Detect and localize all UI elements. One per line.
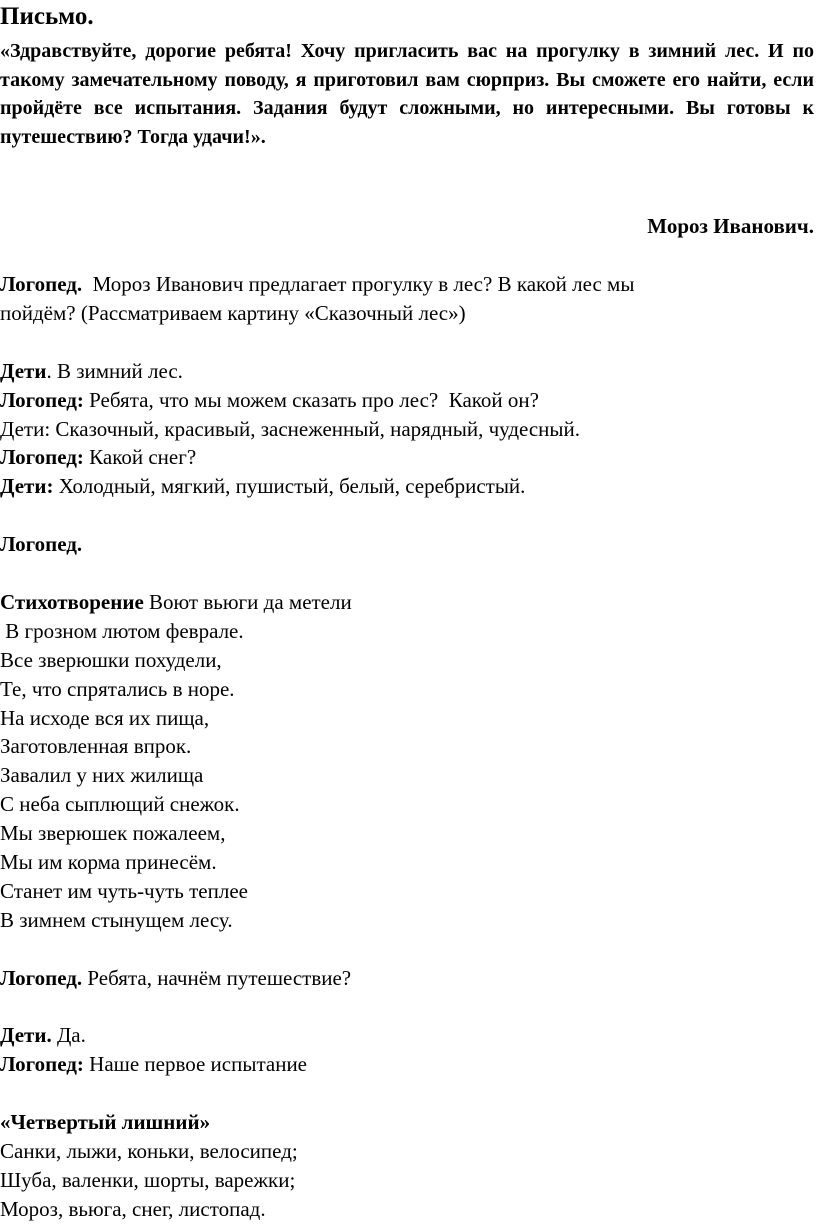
line-text: Да. (51, 1023, 86, 1048)
dialogue-line (0, 1079, 814, 1108)
dialogue-line (0, 732, 814, 761)
speaker-label: Стихотворение (0, 589, 144, 614)
dialogue-line (0, 1195, 814, 1224)
line-text: Ребята, начнём путешествие? (82, 965, 352, 990)
line-text: Завалил у них жилища (0, 763, 204, 788)
line-text: С неба сыплющий снежок. (0, 792, 240, 817)
dialogue-section (0, 270, 814, 1224)
line-text: Какой снег? (83, 445, 197, 470)
dialogue-line (0, 443, 814, 472)
line-text: Холодный, мягкий, пушистый, белый, серебристый. (53, 474, 526, 499)
letter-text: «Здравствуйте, дорогие ребята! Хочу пригласить вас на прогулку в зимний лес. И по такому замечательному поводу, я приготовил вам сюрприз. Вы сможете его найти, если пройдёте все испытания. Задания будут сложными, но интересными. Вы готовы к путешествию? Тогда удачи!». (0, 40, 814, 148)
line-text: Воют вьюги да метели (143, 589, 352, 614)
dialogue-line (0, 877, 814, 906)
dialogue-line (0, 386, 814, 415)
speaker-label: Дети: (0, 474, 54, 499)
speaker-label: Дети. (0, 1023, 52, 1048)
dialogue-line (0, 675, 814, 704)
dialogue-line (0, 1166, 814, 1195)
speaker-label: Логопед: (0, 1052, 84, 1077)
line-text: Мороз Иванович предлагает прогулку в лес? В какой лес мы (82, 272, 635, 296)
dialogue-line (0, 646, 814, 675)
speaker-label: Логопед: (0, 387, 84, 412)
line-text: На исходе вся их пища, (0, 705, 210, 730)
dialogue-line (0, 328, 814, 357)
dialogue-line (0, 819, 814, 848)
dialogue-line (0, 993, 814, 1022)
line-text: Ребята, что мы можем сказать про лес? Какой он? (83, 387, 539, 412)
line-text: Мороз, вьюга, снег, листопад. (0, 1196, 266, 1221)
dialogue-line (0, 1021, 814, 1050)
dialogue-line (0, 617, 814, 646)
dialogue-line (0, 472, 814, 501)
line-text: Наше первое испытание (83, 1052, 308, 1077)
line-text: Заготовленная впрок. (0, 734, 192, 759)
dialogue-line (0, 790, 814, 819)
dialogue-line (0, 1050, 814, 1079)
dialogue-line (0, 761, 814, 790)
line-text: Те, что спрятались в норе. (0, 676, 235, 701)
speaker-label: Логопед: (0, 445, 84, 470)
line-text: . В зимний лес. (46, 358, 183, 383)
dialogue-line (0, 1108, 814, 1137)
line-text: В грозном лютом феврале. (0, 618, 244, 643)
dialogue-line (0, 848, 814, 877)
letter-signature: Мороз Иванович. (647, 214, 814, 238)
dialogue-line (0, 559, 814, 588)
dialogue-line (0, 935, 814, 964)
dialogue-line (0, 415, 814, 444)
line-text: Все зверюшки похудели, (0, 647, 222, 672)
speaker-label: Логопед. (0, 965, 83, 990)
line-text: Шуба, валенки, шорты, варежки; (0, 1168, 296, 1192)
line-text: пойдём? (Рассматриваем картину «Сказочный лес») (0, 300, 466, 325)
line-text: Мы зверюшек пожалеем, (0, 821, 226, 846)
line-text: В зимнем стынущем лесу. (0, 907, 233, 932)
line-text: Станет им чуть-чуть теплее (0, 878, 248, 903)
speaker-label: «Четвертый лишний» (0, 1110, 211, 1135)
dialogue-line (0, 299, 814, 328)
speaker-label: Дети (0, 358, 47, 383)
dialogue-line (0, 964, 814, 993)
dialogue-line (0, 357, 814, 386)
line-text: Дети: Сказочный, красивый, заснеженный, нарядный, чудесный. (0, 416, 581, 441)
speaker-label: Логопед. (0, 532, 83, 557)
speaker-label: Логопед. (0, 272, 83, 296)
dialogue-line (0, 530, 814, 559)
dialogue-line (0, 588, 814, 617)
line-text: Мы им корма принесём. (0, 850, 217, 875)
line-text: Санки, лыжи, коньки, велосипед; (0, 1139, 298, 1164)
dialogue-line (0, 906, 814, 935)
dialogue-line (0, 1137, 814, 1166)
dialogue-line (0, 704, 814, 733)
dialogue-line (0, 501, 814, 530)
dialogue-line (0, 270, 814, 299)
document-title: Письмо. (0, 3, 94, 30)
